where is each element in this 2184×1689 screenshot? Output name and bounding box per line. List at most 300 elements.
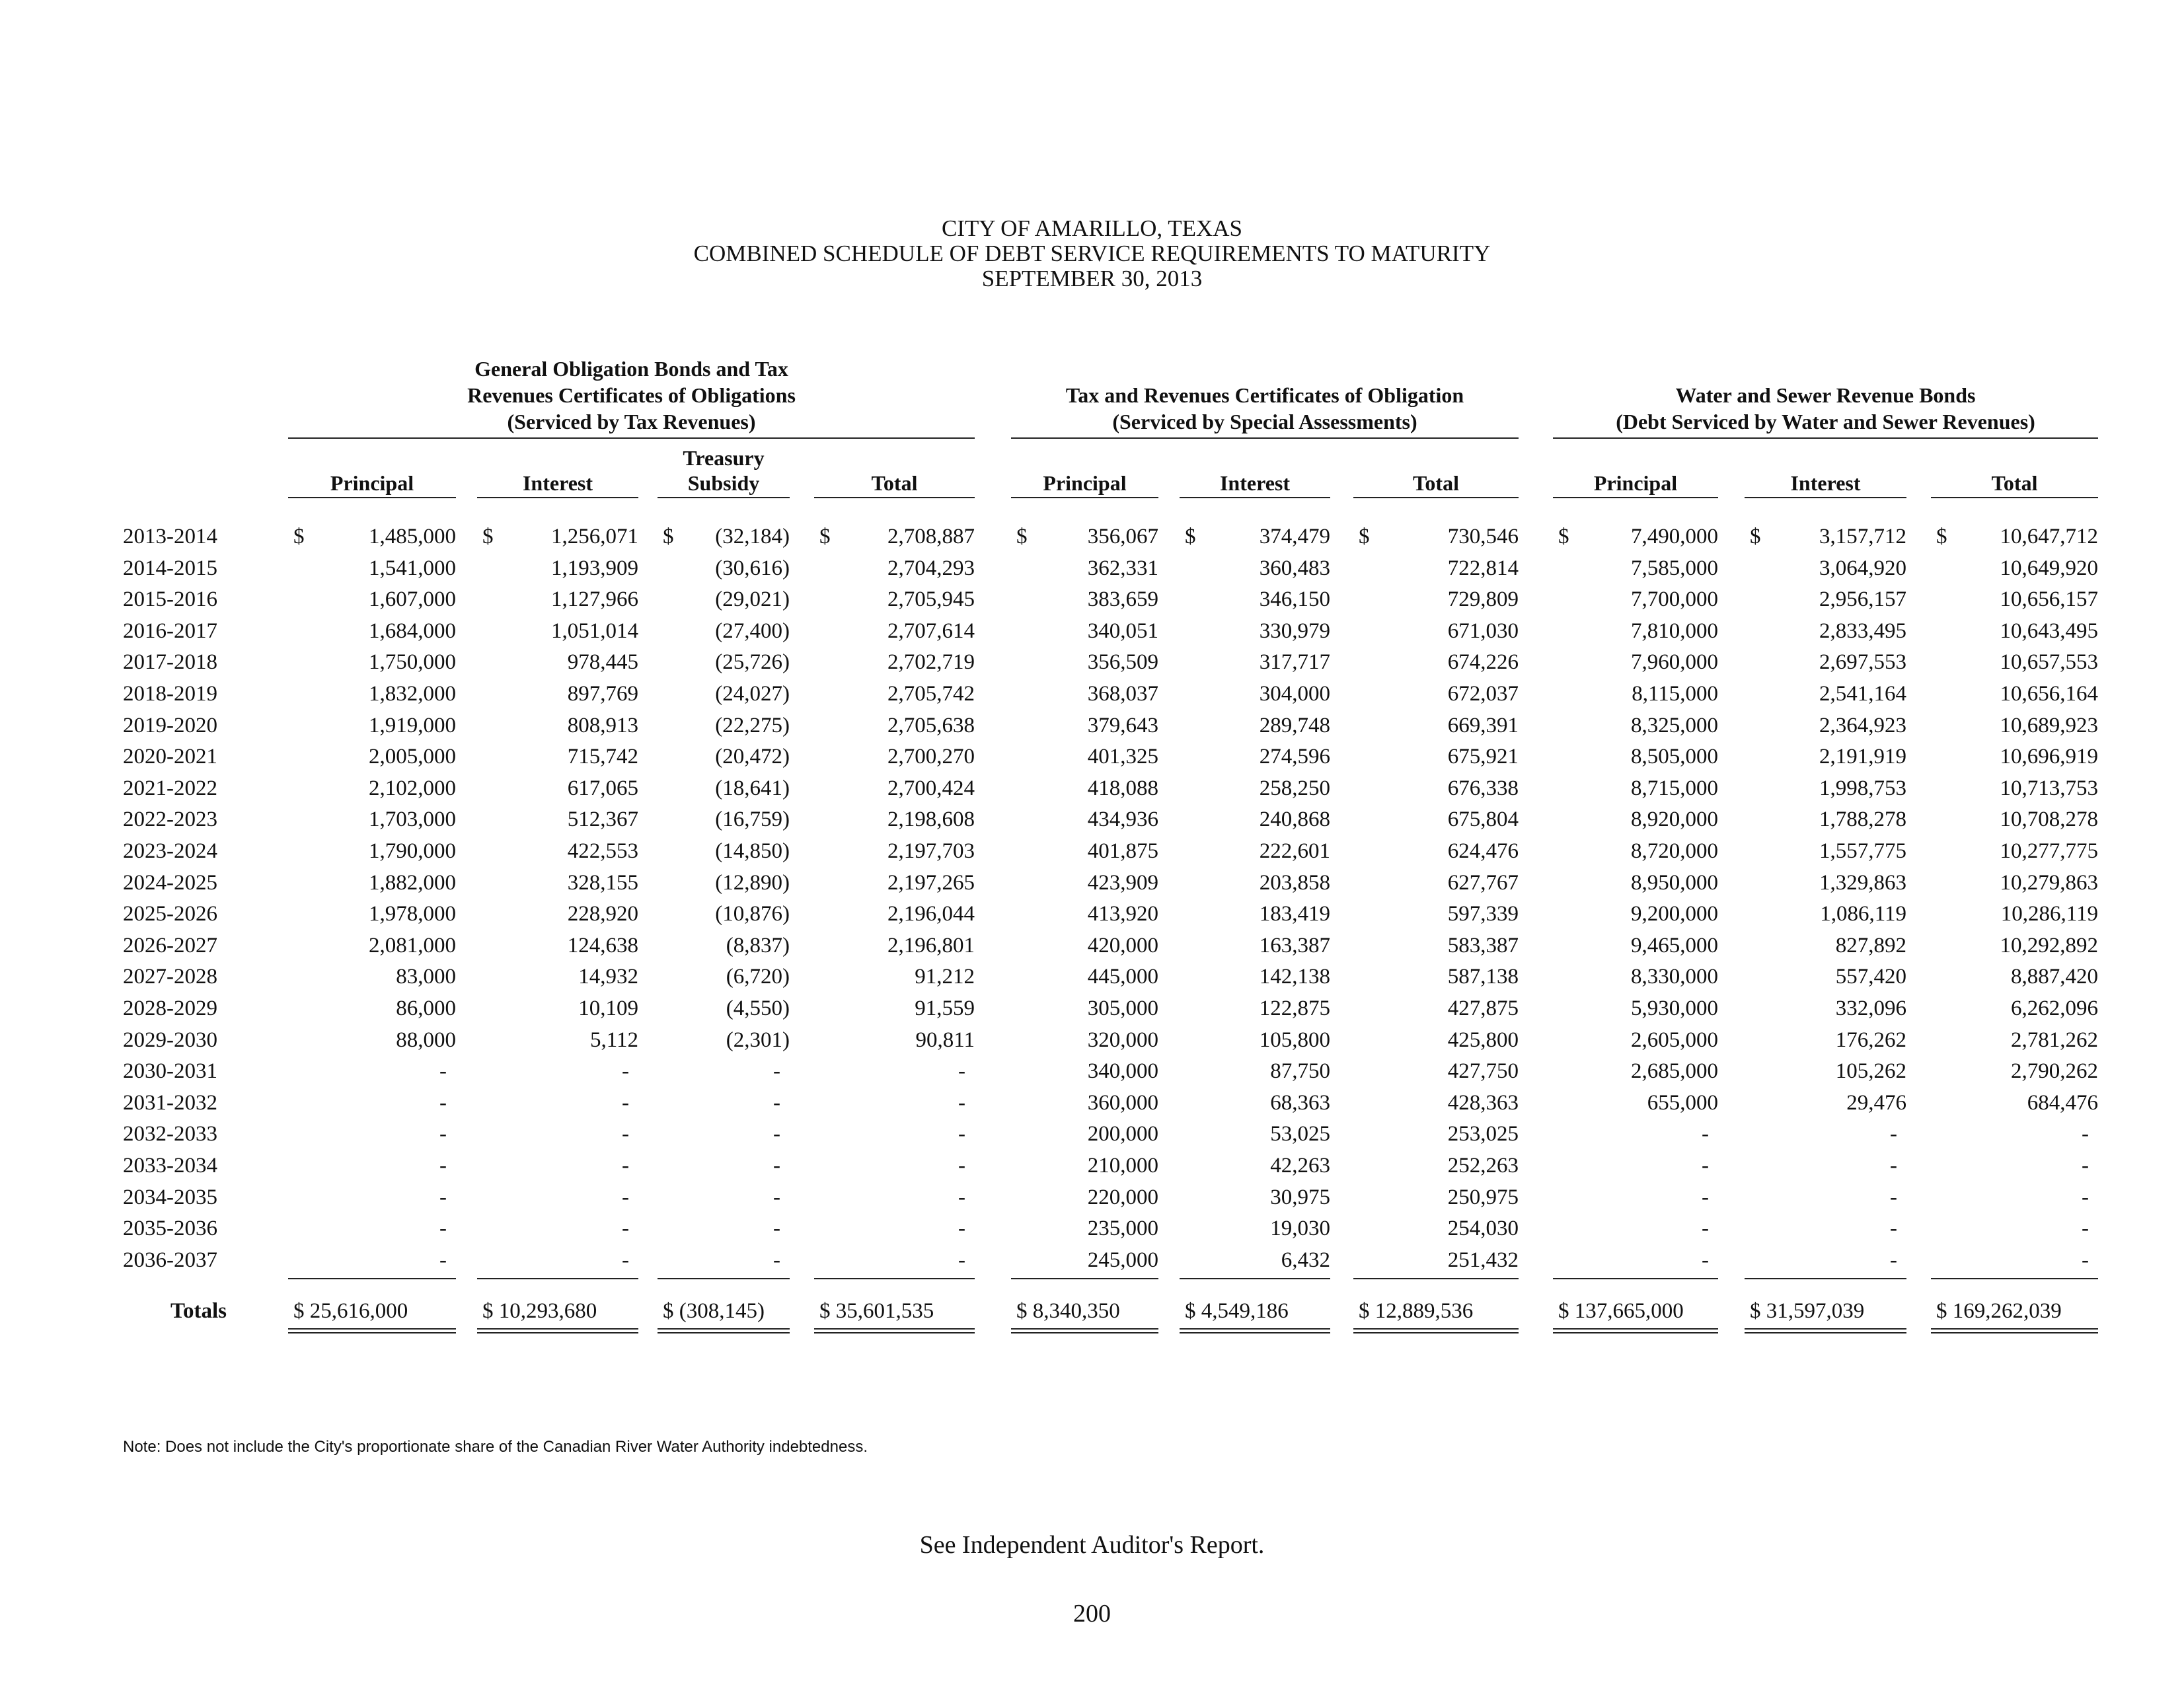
table-cell: - — [622, 1248, 629, 1272]
table-cell: 356,067 — [1087, 525, 1158, 548]
table-cell: 10,643,495 — [2000, 619, 2098, 643]
table-cell: - — [439, 1185, 447, 1209]
table-cell: 434,936 — [1087, 807, 1158, 832]
column-header — [288, 470, 456, 496]
subtotal-rule — [288, 1278, 456, 1279]
table-cell: 729,809 — [1447, 587, 1519, 612]
column-underline — [1931, 497, 2098, 498]
row-year-label: 2031-2032 — [123, 1090, 217, 1115]
table-cell: - — [2082, 1248, 2089, 1272]
table-cell: 220,000 — [1087, 1185, 1158, 1209]
table-cell: - — [1890, 1154, 1897, 1178]
table-cell: 2,781,262 — [2011, 1028, 2098, 1052]
table-cell: 328,155 — [567, 870, 638, 895]
table-cell: - — [1890, 1248, 1897, 1272]
table-cell: 5,930,000 — [1631, 996, 1718, 1020]
table-cell: - — [439, 1059, 447, 1084]
column-header — [1745, 470, 1906, 496]
table-cell: 8,720,000 — [1631, 839, 1718, 863]
table-cell: - — [1702, 1248, 1709, 1272]
table-cell: 91,559 — [915, 996, 975, 1020]
totals-double-rule — [1553, 1328, 1718, 1333]
page-number: 200 — [1073, 1600, 1111, 1628]
row-year-label: 2022-2023 — [123, 807, 217, 832]
totals-double-rule — [477, 1328, 638, 1333]
subtotal-rule — [477, 1278, 638, 1279]
group-header-line: (Debt Serviced by Water and Sewer Revenues) — [1616, 410, 2035, 433]
table-cell: (25,726) — [715, 650, 790, 675]
table-cell: 1,919,000 — [369, 713, 456, 737]
currency-symbol: $ — [293, 525, 305, 548]
table-cell: 9,465,000 — [1631, 933, 1718, 957]
table-cell: 2,196,044 — [887, 902, 975, 926]
table-cell: 1,086,119 — [1820, 902, 1906, 926]
totals-label: Totals — [170, 1299, 227, 1324]
table-cell: 1,750,000 — [369, 650, 456, 675]
table-cell: (20,472) — [715, 745, 790, 769]
table-cell: 14,932 — [578, 965, 638, 989]
table-cell: 422,553 — [567, 839, 638, 863]
table-cell: 122,875 — [1259, 996, 1330, 1020]
totals-double-rule — [1353, 1328, 1519, 1333]
table-cell: - — [958, 1185, 965, 1209]
table-cell: 68,363 — [1270, 1090, 1330, 1115]
group-header — [1011, 382, 1519, 435]
row-year-label: 2014-2015 — [123, 556, 217, 580]
table-cell: (32,184) — [715, 525, 790, 548]
column-header-line: Principal — [1043, 471, 1127, 495]
table-cell: 210,000 — [1087, 1154, 1158, 1178]
currency-symbol: $ — [1558, 525, 1569, 548]
table-cell: 340,000 — [1087, 1059, 1158, 1084]
table-cell: - — [439, 1122, 447, 1146]
table-cell: (24,027) — [715, 682, 790, 706]
row-year-label: 2013-2014 — [123, 525, 217, 548]
title-line-3: SEPTEMBER 30, 2013 — [981, 266, 1203, 291]
table-cell: - — [1890, 1217, 1897, 1241]
table-cell: 978,445 — [567, 650, 638, 675]
table-cell: 1,193,909 — [551, 556, 638, 580]
table-cell: - — [622, 1154, 629, 1178]
group-underline — [1011, 437, 1519, 439]
table-cell: 418,088 — [1087, 776, 1158, 800]
subtotal-rule — [1553, 1278, 1718, 1279]
table-cell: 330,979 — [1259, 619, 1330, 643]
table-cell: 10,647,712 — [2000, 525, 2098, 548]
table-cell: 86,000 — [396, 996, 456, 1020]
table-cell: 8,887,420 — [2011, 965, 2098, 989]
totals-cell: $ 8,340,350 — [1016, 1299, 1120, 1324]
table-cell: 2,196,801 — [887, 933, 975, 957]
column-header-line: Subsidy — [687, 471, 760, 495]
table-cell: 222,601 — [1259, 839, 1330, 863]
table-cell: 10,708,278 — [2000, 807, 2098, 832]
table-cell: 142,138 — [1259, 965, 1330, 989]
table-cell: 9,200,000 — [1631, 902, 1718, 926]
table-cell: 105,800 — [1259, 1028, 1330, 1052]
table-cell: - — [2082, 1122, 2089, 1146]
table-cell: - — [958, 1122, 965, 1146]
table-cell: 5,112 — [589, 1028, 638, 1052]
table-cell: (30,616) — [715, 556, 790, 580]
table-cell: 258,250 — [1259, 776, 1330, 800]
table-cell: 1,329,863 — [1819, 870, 1906, 895]
table-cell: 379,643 — [1087, 713, 1158, 737]
table-cell: 317,717 — [1259, 650, 1330, 675]
table-cell: 7,585,000 — [1631, 556, 1718, 580]
subtotal-rule — [1011, 1278, 1158, 1279]
table-cell: - — [958, 1217, 965, 1241]
table-cell: 240,868 — [1259, 807, 1330, 832]
column-header-line: Total — [1991, 471, 2038, 495]
table-cell: 401,325 — [1087, 745, 1158, 769]
column-underline — [477, 497, 638, 498]
totals-cell: $ 25,616,000 — [293, 1299, 408, 1324]
table-cell: 90,811 — [915, 1028, 975, 1052]
subtotal-rule — [1745, 1278, 1906, 1279]
currency-symbol: $ — [1936, 525, 1947, 548]
column-underline — [658, 497, 790, 498]
column-header-line: Principal — [1593, 471, 1678, 495]
table-cell: 3,064,920 — [1819, 556, 1906, 580]
table-cell: 2,197,265 — [887, 870, 975, 895]
table-cell: 2,697,553 — [1819, 650, 1906, 675]
table-cell: 557,420 — [1835, 965, 1906, 989]
table-cell: 374,479 — [1259, 525, 1330, 548]
table-cell: 30,975 — [1270, 1185, 1330, 1209]
table-cell: 3,157,712 — [1819, 525, 1906, 548]
row-year-label: 2026-2027 — [123, 933, 217, 957]
title-line-1: CITY OF AMARILLO, TEXAS — [941, 215, 1243, 241]
table-cell: 1,684,000 — [369, 619, 456, 643]
table-cell: 1,541,000 — [369, 556, 456, 580]
table-cell: 672,037 — [1447, 682, 1519, 706]
table-cell: 2,191,919 — [1819, 745, 1906, 769]
table-cell: 1,256,071 — [551, 525, 638, 548]
table-cell: - — [773, 1248, 780, 1272]
table-cell: 235,000 — [1087, 1217, 1158, 1241]
table-cell: 2,708,887 — [887, 525, 975, 548]
column-header-line: Interest — [1790, 471, 1861, 495]
table-cell: 1,703,000 — [369, 807, 456, 832]
table-cell: 428,363 — [1447, 1090, 1519, 1115]
table-cell: 1,557,775 — [1819, 839, 1906, 863]
table-cell: - — [2082, 1154, 2089, 1178]
table-cell: 897,769 — [567, 682, 638, 706]
row-year-label: 2033-2034 — [123, 1154, 217, 1178]
table-cell: 675,921 — [1447, 745, 1519, 769]
table-cell: 808,913 — [567, 713, 638, 737]
column-underline — [1353, 497, 1519, 498]
row-year-label: 2025-2026 — [123, 902, 217, 926]
table-cell: 2,705,638 — [887, 713, 975, 737]
column-header-line: Interest — [522, 471, 593, 495]
table-cell: 251,432 — [1447, 1248, 1519, 1272]
row-year-label: 2018-2019 — [123, 682, 217, 706]
table-cell: 627,767 — [1447, 870, 1519, 895]
table-cell: 228,920 — [567, 902, 638, 926]
column-header — [658, 445, 790, 496]
table-cell: 2,605,000 — [1631, 1028, 1718, 1052]
table-cell: 203,858 — [1259, 870, 1330, 895]
table-cell: 10,656,157 — [2000, 587, 2098, 612]
table-cell: 684,476 — [2027, 1090, 2098, 1115]
table-cell: 425,800 — [1447, 1028, 1519, 1052]
table-cell: - — [773, 1122, 780, 1146]
column-header — [814, 470, 975, 496]
table-cell: - — [439, 1217, 447, 1241]
table-cell: 19,030 — [1270, 1217, 1330, 1241]
group-header-line: (Serviced by Special Assessments) — [1112, 410, 1417, 433]
subtotal-rule — [658, 1278, 790, 1279]
totals-cell: $ 10,293,680 — [482, 1299, 597, 1324]
table-cell: 624,476 — [1447, 839, 1519, 863]
table-cell: (18,641) — [715, 776, 790, 800]
table-cell: 655,000 — [1647, 1090, 1718, 1115]
column-underline — [1745, 497, 1906, 498]
row-year-label: 2029-2030 — [123, 1028, 217, 1052]
column-header — [1011, 470, 1158, 496]
table-cell: 10,279,863 — [2000, 870, 2098, 895]
row-year-label: 2035-2036 — [123, 1217, 217, 1241]
column-header-line: Treasury — [683, 446, 765, 470]
group-header-line: General Obligation Bonds and Tax — [474, 357, 788, 381]
table-cell: - — [622, 1090, 629, 1115]
table-cell: 722,814 — [1447, 556, 1519, 580]
totals-cell: $ 12,889,536 — [1359, 1299, 1474, 1324]
table-cell: - — [439, 1154, 447, 1178]
table-cell: 1,607,000 — [369, 587, 456, 612]
table-cell: 7,960,000 — [1631, 650, 1718, 675]
table-cell: (4,550) — [726, 996, 790, 1020]
row-year-label: 2028-2029 — [123, 996, 217, 1020]
table-cell: 10,657,553 — [2000, 650, 2098, 675]
table-cell: 305,000 — [1087, 996, 1158, 1020]
table-cell: 6,262,096 — [2011, 996, 2098, 1020]
table-cell: 671,030 — [1447, 619, 1519, 643]
table-cell: 250,975 — [1447, 1185, 1519, 1209]
table-cell: (14,850) — [715, 839, 790, 863]
row-year-label: 2016-2017 — [123, 619, 217, 643]
table-cell: - — [958, 1090, 965, 1115]
table-cell: - — [622, 1059, 629, 1084]
totals-double-rule — [814, 1328, 975, 1333]
group-header-line: Tax and Revenues Certificates of Obligation — [1065, 383, 1464, 407]
totals-cell: $ 4,549,186 — [1185, 1299, 1289, 1324]
row-year-label: 2034-2035 — [123, 1185, 217, 1209]
totals-double-rule — [1180, 1328, 1330, 1333]
totals-cell: $ 137,665,000 — [1558, 1299, 1684, 1324]
table-cell: 2,704,293 — [887, 556, 975, 580]
table-cell: 10,689,923 — [2000, 713, 2098, 737]
table-cell: 53,025 — [1270, 1122, 1330, 1146]
currency-symbol: $ — [663, 525, 674, 548]
table-cell: 675,804 — [1447, 807, 1519, 832]
table-cell: (6,720) — [726, 965, 790, 989]
table-cell: - — [622, 1122, 629, 1146]
currency-symbol: $ — [1185, 525, 1196, 548]
table-cell: 420,000 — [1087, 933, 1158, 957]
currency-symbol: $ — [819, 525, 831, 548]
table-cell: 1,882,000 — [369, 870, 456, 895]
table-cell: - — [1890, 1185, 1897, 1209]
table-cell: 2,700,270 — [887, 745, 975, 769]
totals-double-rule — [1931, 1328, 2098, 1333]
group-underline — [288, 437, 975, 439]
table-cell: 124,638 — [567, 933, 638, 957]
group-header-line: Revenues Certificates of Obligations — [467, 383, 796, 407]
table-cell: - — [622, 1217, 629, 1241]
table-cell: 2,685,000 — [1631, 1059, 1718, 1084]
table-cell: - — [1702, 1185, 1709, 1209]
table-cell: (29,021) — [715, 587, 790, 612]
table-cell: - — [773, 1059, 780, 1084]
table-cell: 1,978,000 — [369, 902, 456, 926]
row-year-label: 2017-2018 — [123, 650, 217, 675]
table-cell: 10,286,119 — [2000, 902, 2098, 926]
table-cell: 617,065 — [567, 776, 638, 800]
table-cell: 427,875 — [1447, 996, 1519, 1020]
table-cell: 274,596 — [1259, 745, 1330, 769]
report-title — [0, 215, 2184, 291]
table-cell: 715,742 — [567, 745, 638, 769]
table-cell: 8,505,000 — [1631, 745, 1718, 769]
table-cell: 8,325,000 — [1631, 713, 1718, 737]
table-cell: 10,649,920 — [2000, 556, 2098, 580]
table-cell: 253,025 — [1447, 1122, 1519, 1146]
totals-double-rule — [658, 1328, 790, 1333]
group-header-line: Water and Sewer Revenue Bonds — [1675, 383, 1976, 407]
table-cell: 332,096 — [1835, 996, 1906, 1020]
table-cell: 2,081,000 — [369, 933, 456, 957]
table-cell: - — [2082, 1217, 2089, 1241]
table-cell: - — [1702, 1154, 1709, 1178]
table-cell: 423,909 — [1087, 870, 1158, 895]
table-cell: 200,000 — [1087, 1122, 1158, 1146]
totals-cell: $ 31,597,039 — [1750, 1299, 1865, 1324]
table-cell: 340,051 — [1087, 619, 1158, 643]
column-header — [1553, 470, 1718, 496]
table-cell: 7,810,000 — [1631, 619, 1718, 643]
table-cell: 356,509 — [1087, 650, 1158, 675]
table-cell: (8,837) — [726, 933, 790, 957]
table-cell: - — [958, 1248, 965, 1272]
table-cell: - — [1702, 1122, 1709, 1146]
column-header-line: Total — [1413, 471, 1459, 495]
table-cell: 7,700,000 — [1631, 587, 1718, 612]
table-cell: 183,419 — [1259, 902, 1330, 926]
totals-double-rule — [1011, 1328, 1158, 1333]
column-header — [1931, 470, 2098, 496]
table-cell: 8,330,000 — [1631, 965, 1718, 989]
table-cell: 1,832,000 — [369, 682, 456, 706]
table-cell: 2,541,164 — [1819, 682, 1906, 706]
table-cell: 10,656,164 — [2000, 682, 2098, 706]
table-cell: 176,262 — [1835, 1028, 1906, 1052]
table-cell: 1,998,753 — [1819, 776, 1906, 800]
column-header-line: Principal — [330, 471, 414, 495]
title-line-2: COMBINED SCHEDULE OF DEBT SERVICE REQUIREMENTS TO MATURITY — [693, 241, 1491, 266]
table-cell: 10,696,919 — [2000, 745, 2098, 769]
table-cell: 10,277,775 — [2000, 839, 2098, 863]
table-cell: (12,890) — [715, 870, 790, 895]
table-cell: - — [1702, 1217, 1709, 1241]
table-cell: 730,546 — [1447, 525, 1519, 548]
table-cell: - — [2082, 1185, 2089, 1209]
table-cell: - — [773, 1185, 780, 1209]
table-cell: 83,000 — [396, 965, 456, 989]
subtotal-rule — [1353, 1278, 1519, 1279]
subtotal-rule — [1931, 1278, 2098, 1279]
table-cell: 42,263 — [1270, 1154, 1330, 1178]
column-underline — [1180, 497, 1330, 498]
footnote: Note: Does not include the City's proportionate share of the Canadian River Water Authority indebtedness. — [123, 1438, 868, 1456]
totals-cell: $ 35,601,535 — [819, 1299, 934, 1324]
row-year-label: 2030-2031 — [123, 1059, 217, 1084]
table-cell: 512,367 — [567, 807, 638, 832]
row-year-label: 2021-2022 — [123, 776, 217, 800]
table-cell: 252,263 — [1447, 1154, 1519, 1178]
table-cell: 289,748 — [1259, 713, 1330, 737]
group-header — [1553, 382, 2098, 435]
table-cell: 597,339 — [1447, 902, 1519, 926]
group-underline — [1553, 437, 2098, 439]
column-underline — [814, 497, 975, 498]
table-cell: 360,483 — [1259, 556, 1330, 580]
table-cell: 827,892 — [1835, 933, 1906, 957]
table-cell: 674,226 — [1447, 650, 1519, 675]
totals-double-rule — [1745, 1328, 1906, 1333]
table-cell: 8,715,000 — [1631, 776, 1718, 800]
column-header — [477, 470, 638, 496]
table-cell: (16,759) — [715, 807, 790, 832]
table-cell: 10,292,892 — [2000, 933, 2098, 957]
row-year-label: 2027-2028 — [123, 965, 217, 989]
table-cell: 401,875 — [1087, 839, 1158, 863]
subtotal-rule — [1180, 1278, 1330, 1279]
table-cell: 2,005,000 — [369, 745, 456, 769]
table-cell: 29,476 — [1846, 1090, 1906, 1115]
table-cell: 304,000 — [1259, 682, 1330, 706]
table-cell: 2,705,742 — [887, 682, 975, 706]
table-cell: 6,432 — [1281, 1248, 1330, 1272]
table-cell: 2,833,495 — [1819, 619, 1906, 643]
table-cell: (10,876) — [715, 902, 790, 926]
group-header — [288, 356, 975, 435]
table-cell: 1,051,014 — [551, 619, 638, 643]
table-cell: 2,956,157 — [1819, 587, 1906, 612]
table-cell: (27,400) — [715, 619, 790, 643]
table-cell: 2,197,703 — [887, 839, 975, 863]
table-cell: 669,391 — [1447, 713, 1519, 737]
table-cell: 88,000 — [396, 1028, 456, 1052]
table-cell: 10,713,753 — [2000, 776, 2098, 800]
column-header — [1353, 470, 1519, 496]
table-cell: 2,705,945 — [887, 587, 975, 612]
table-cell: 383,659 — [1087, 587, 1158, 612]
table-cell: 8,115,000 — [1632, 682, 1718, 706]
table-cell: 1,788,278 — [1819, 807, 1906, 832]
table-cell: 10,109 — [578, 996, 638, 1020]
group-header-line: (Serviced by Tax Revenues) — [507, 410, 756, 433]
totals-cell: $ (308,145) — [663, 1299, 765, 1324]
currency-symbol: $ — [482, 525, 494, 548]
table-cell: - — [773, 1154, 780, 1178]
row-year-label: 2015-2016 — [123, 587, 217, 612]
currency-symbol: $ — [1359, 525, 1370, 548]
table-cell: 2,702,719 — [887, 650, 975, 675]
table-cell: 105,262 — [1835, 1059, 1906, 1084]
